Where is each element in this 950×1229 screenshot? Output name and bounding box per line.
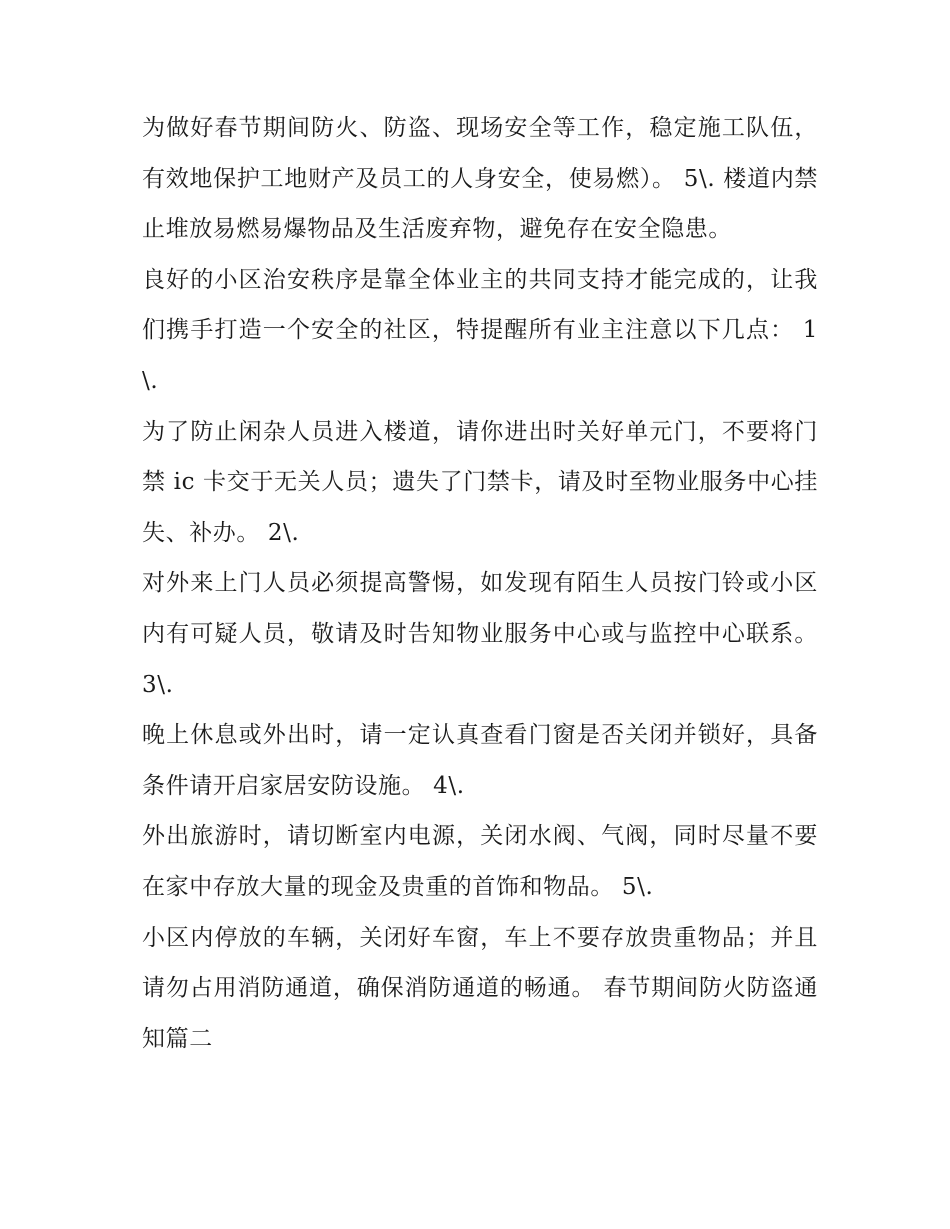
- paragraph-5: 晚上休息或外出时，请一定认真查看门窗是否关闭并锁好，具备条件请开启家居安防设施。 4\.: [142, 722, 818, 799]
- paragraph-1: 为做好春节期间防火、防盗、现场安全等工作，稳定施工队伍，有效地保护工地财产及员工的人身安全，使易燃）。 5\. 楼道内禁止堆放易燃易爆物品及生活废弃物，避免存在安全隐患。: [142, 115, 818, 243]
- paragraph-3: 为了防止闲杂人员进入楼道，请你进出时关好单元门，不要将门禁 ic 卡交于无关人员；遗失了门禁卡，请及时至物业服务中心挂失、补办。 2\.: [142, 418, 818, 546]
- paragraph-7: 小区内停放的车辆，关闭好车窗，车上不要存放贵重物品；并且请勿占用消防通道，确保消防通道的畅通。 春节期间防火防盗通知篇二: [142, 924, 818, 1052]
- paragraph-6: 外出旅游时，请切断室内电源，关闭水阀、气阀，同时尽量不要在家中存放大量的现金及贵重的首饰和物品。 5\.: [142, 823, 818, 900]
- paragraph-4: 对外来上门人员必须提高警惕，如发现有陌生人员按门铃或小区内有可疑人员，敬请及时告知物业服务中心或与监控中心联系。 3\.: [142, 570, 818, 698]
- paragraph-2: 良好的小区治安秩序是靠全体业主的共同支持才能完成的，让我们携手打造一个安全的社区，特提醒所有业主注意以下几点： 1\.: [142, 266, 818, 394]
- document-body: [142, 103, 818, 1064]
